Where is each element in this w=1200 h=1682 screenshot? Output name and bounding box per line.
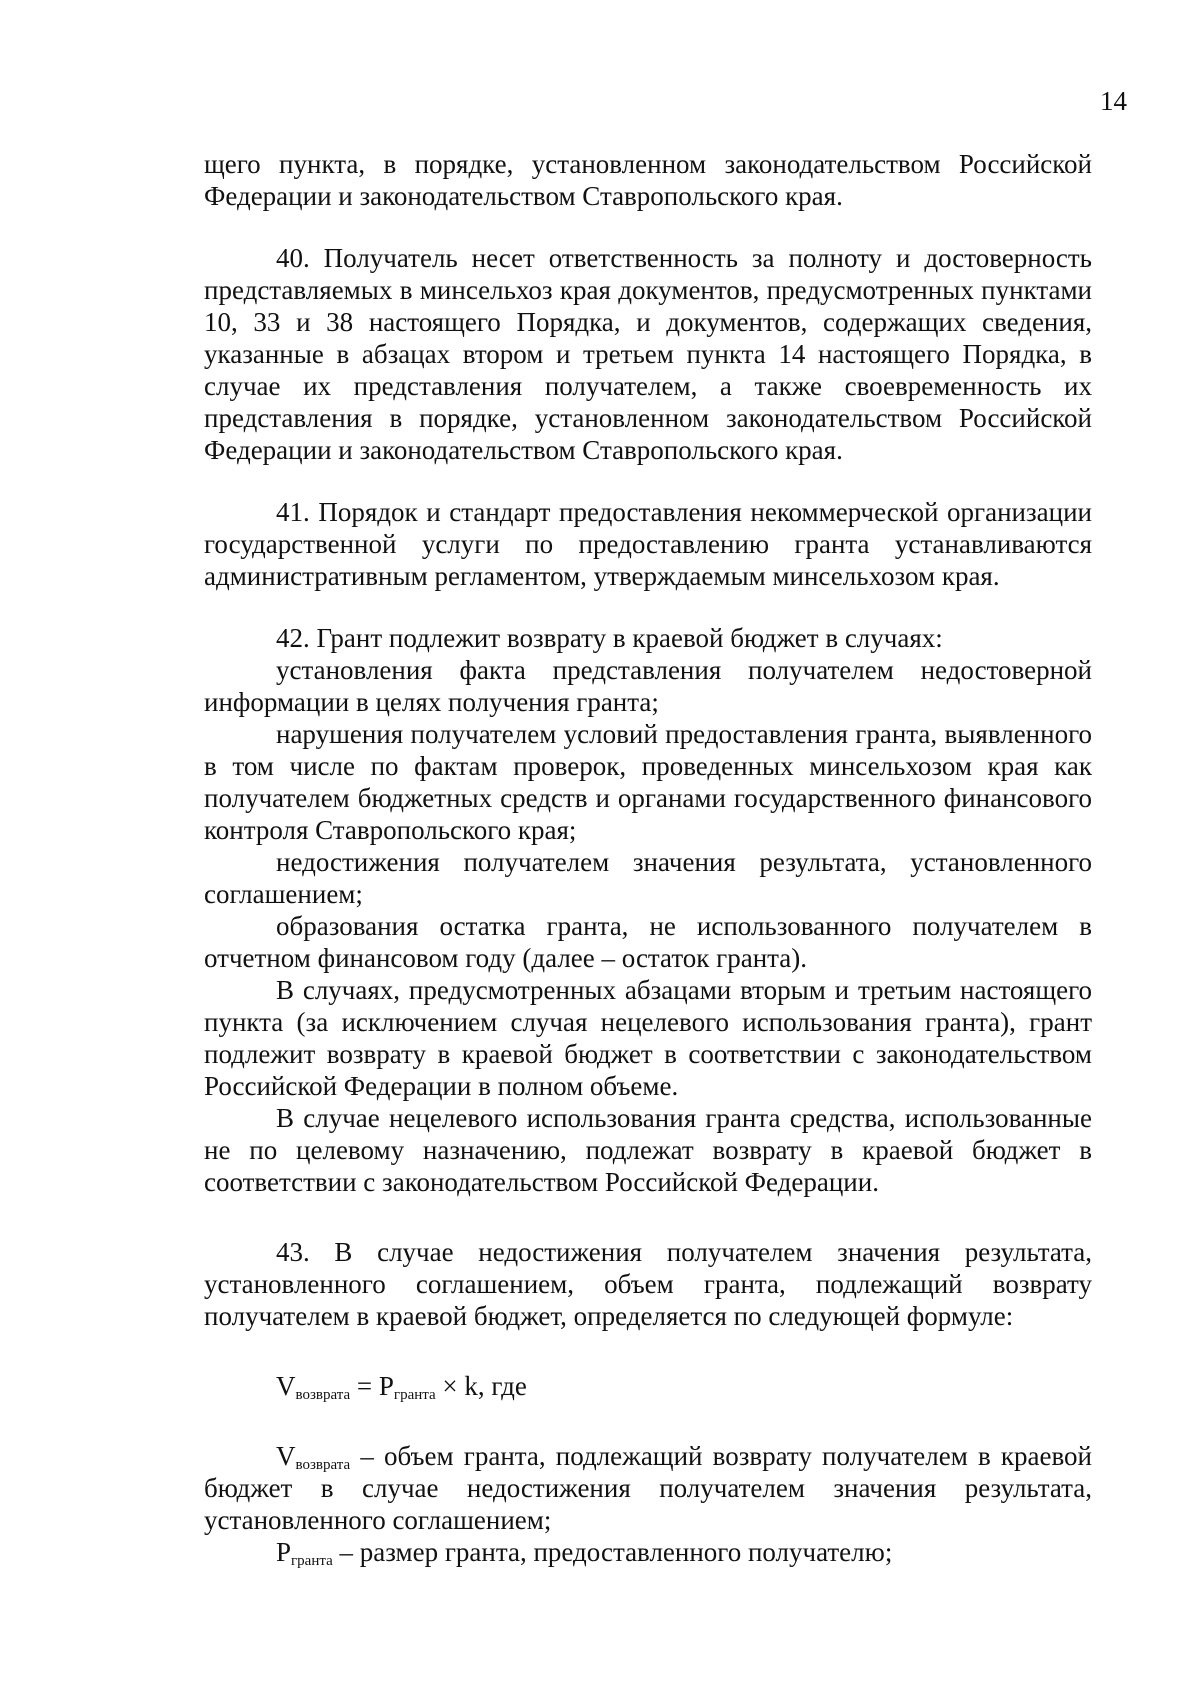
definition-p-text: – размер гранта, предоставленного получателю;	[332, 1537, 893, 1567]
paragraph-continuation: щего пункта, в порядке, установленном законодательством Российской Федерации и законодательством Ставропольского края.	[204, 149, 1092, 211]
formula-v: V	[276, 1371, 296, 1401]
paragraph-42-note-1: В случаях, предусмотренных абзацами вторым и третьим настоящего пункта (за исключением случая нецелевого использования гранта), грант подлежит возврату в краевой бюджет в соответствии с законодательством Российской Федерации в полном объеме.	[204, 975, 1092, 1101]
paragraph-42-item-2: нарушения получателем условий предоставления гранта, выявленного в том числе по фактам проверок, проведенных минсельхозом края как получателем бюджетных средств и органами государственного финансового контроля Ставропольского края;	[204, 719, 1092, 845]
paragraph-43: 43. В случае недостижения получателем значения результата, установленного соглашением, объем гранта, подлежащий возврату получателем в краевой бюджет, определяется по следующей формуле:	[204, 1237, 1092, 1331]
paragraph-41: 41. Порядок и стандарт предоставления некоммерческой организации государственной услуги по предоставлению гранта устанавливаются административным регламентом, утверждаемым минсельхозом края.	[204, 497, 1092, 591]
definition-p-sub: гранта	[291, 1553, 333, 1569]
page-number: 14	[1100, 86, 1127, 116]
definition-v	[204, 1440, 1092, 1536]
formula-p-sub: гранта	[393, 1387, 436, 1403]
paragraph-40: 40. Получатель несет ответственность за полноту и достоверность представляемых в минсельхоз края документов, предусмотренных пунктами 10, 33 и 38 настоящего Порядка, и документов, содержащих сведения, указанные в абзацах втором и третьем пункта 14 настоящего Порядка, в случае их представления получателем, а также своевременность их представления в порядке, установленном законодательством Российской Федерации и законодательством Ставропольского края.	[204, 243, 1092, 465]
document-body	[204, 148, 1092, 1568]
formula	[204, 1370, 1092, 1402]
formula-eq: =	[350, 1371, 379, 1401]
paragraph-42-item-4: образования остатка гранта, не использованного получателем в отчетном финансовом году (далее – остаток гранта).	[204, 911, 1092, 973]
definition-v-text: – объем гранта, подлежащий возврату получателем в краевой бюджет в случае недостижения получателем значения результата, установленного соглашением;	[204, 1441, 1092, 1535]
paragraph-42: 42. Грант подлежит возврату в краевой бюджет в случаях:	[276, 623, 943, 653]
formula-p: P	[378, 1371, 394, 1401]
paragraph-42-item-1: установления факта представления получателем недостоверной информации в целях получения гранта;	[204, 655, 1092, 717]
formula-rest: × k, где	[435, 1371, 527, 1401]
definition-p-symbol: P	[276, 1537, 292, 1567]
definition-v-sub: возврата	[295, 1457, 351, 1473]
paragraph-42-note-2: В случае нецелевого использования гранта средства, использованные не по целевому назначению, подлежат возврату в краевой бюджет в соответствии с законодательством Российской Федерации.	[204, 1103, 1092, 1197]
paragraph-42-item-3: недостижения получателем значения результата, установленного соглашением;	[204, 847, 1092, 909]
definition-p	[204, 1536, 1092, 1568]
definition-v-symbol: V	[276, 1441, 296, 1471]
formula-v-sub: возврата	[295, 1387, 351, 1403]
